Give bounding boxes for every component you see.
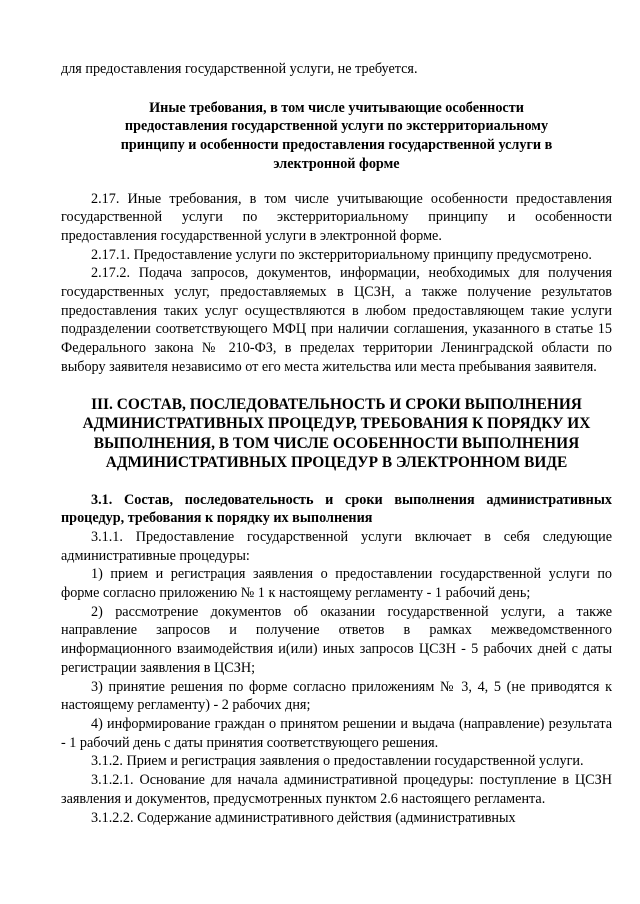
- paragraph-3-1-2-1: 3.1.2.1. Основание для начала административной процедуры: поступление в ЦСЗН заявления и документов, предусмотренных пунктом 2.6 настоящего регламента.: [61, 772, 612, 807]
- list-item-2: 2) рассмотрение документов об оказании государственной услуги, а также направление запросов и получение ответов в рамках межведомственного информационного взаимодействия и(или) иных запросов ЦСЗН - 5 рабочих дней с даты регистрации заявления в ЦСЗН;: [61, 603, 612, 676]
- list-item-1: 1) прием и регистрация заявления о предоставлении государственной услуги по форме согласно приложению № 1 к настоящему регламенту - 1 рабочий день;: [61, 566, 612, 602]
- paragraph-2-17: 2.17. Иные требования, в том числе учитывающие особенности предоставления государственной услуги по экстерриториальному принципу и особенности предоставления государственной услуги в электронной форме.: [61, 190, 612, 244]
- paragraph-2-17-1: 2.17.1. Предоставление услуги по экстерриториальному принципу предусмотрено.: [91, 246, 592, 263]
- list-item-3: 3) принятие решения по форме согласно приложениям № 3, 4, 5 (не приводятся к настоящему регламенту) - 2 рабочих дня;: [61, 678, 612, 714]
- lead-line: для предоставления государственной услуги, не требуется.: [61, 61, 418, 77]
- paragraph-2-17-2: 2.17.2. Подача запросов, документов, информации, необходимых для получения государственных услуг, предоставляемых в ЦСЗН, а также получение результатов предоставления таких услуг осуществляются в любом предоставляющем такие услуги подразделении соответствующего МФЦ при наличии соглашения, указанного в статье 15 Федерального закона № 210-ФЗ, в пределах территории Ленинградской области по выбору заявителя независимо от его места жительства или места пребывания заявителя.: [61, 265, 612, 375]
- paragraph-3-1-2: 3.1.2. Прием и регистрация заявления о предоставлении государственной услуги.: [91, 753, 584, 770]
- paragraph-3-1-1: 3.1.1. Предоставление государственной услуги включает в себя следующие административные процедуры:: [61, 528, 612, 564]
- subheading-3-1: 3.1. Состав, последовательность и сроки выполнения административных процедур, требования к порядку их выполнения: [61, 491, 612, 527]
- section-heading-other-requirements: Иные требования, в том числе учитывающие особенности предоставления государственной услуги по экстерриториальному принципу и особенности предоставления государственной услуги в электронной форме: [120, 99, 553, 172]
- paragraph-3-1-2-2: 3.1.2.2. Содержание административного действия (административных: [91, 809, 516, 826]
- list-item-4: 4) информирование граждан о принятом решении и выдача (направление) результата - 1 рабочий день с даты принятия соответствующего решения.: [61, 715, 612, 751]
- section-heading-iii: III. СОСТАВ, ПОСЛЕДОВАТЕЛЬНОСТЬ И СРОКИ ВЫПОЛНЕНИЯ АДМИНИСТРАТИВНЫХ ПРОЦЕДУР, ТРЕБОВАНИЯ К ПОРЯДКУ ИХ ВЫПОЛНЕНИЯ, В ТОМ ЧИСЛЕ ОСОБЕННОСТИ ВЫПОЛНЕНИЯ АДМИНИСТРАТИВНЫХ ПРОЦЕДУР В ЭЛЕКТРОННОМ ВИДЕ: [82, 395, 591, 472]
- document-page: [61, 60, 612, 827]
